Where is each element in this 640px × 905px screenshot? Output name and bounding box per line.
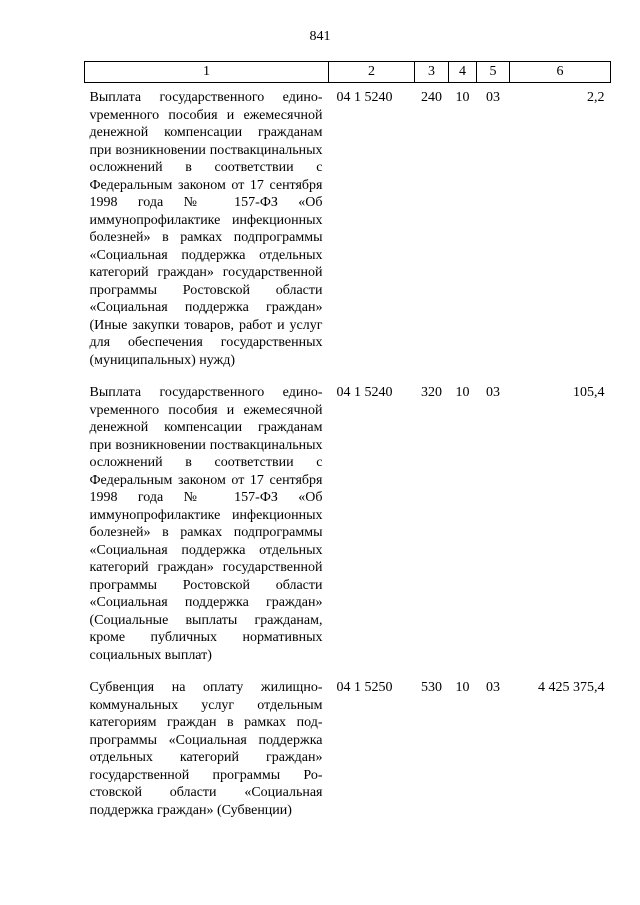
column-header-2: 2 — [329, 62, 415, 83]
table-row — [85, 378, 611, 673]
row-subsection: 03 — [486, 680, 500, 695]
row-subsection: 03 — [486, 90, 500, 105]
row-amount: 105,4 — [573, 385, 605, 400]
column-header-3: 3 — [415, 62, 449, 83]
row-amount: 4 425 375,4 — [538, 680, 605, 695]
row-expense-type: 530 — [421, 680, 442, 695]
row-expense-type: 240 — [421, 90, 442, 105]
row-target-code: 04 1 5240 — [336, 385, 393, 400]
row-section: 10 — [455, 680, 470, 695]
row-section: 10 — [455, 385, 470, 400]
row-section: 10 — [455, 90, 470, 105]
row-description: Выплата государственного единоvременного пособия и ежемесячной денежной компенсации гражданам при возникновении поствакцинальных осложнений в соответствии с Федеральным законом от 17 сентября 1998 года № 157-ФЗ «Об иммунопрофилактике инфекционных болезней» в рамках подпрограммы «Социальная поддержка отдельных категорий граждан» государственной программы Ростовской области «Социальная поддержка граждан» (Социальные выплаты гражданам, кроме публичных нормативных социальных выплат) — [89, 385, 323, 663]
budget-table — [84, 61, 611, 828]
page-number: 841 — [309, 29, 331, 44]
row-description: Субвенция на оплату жилищно-коммунальных услуг отдельным категориям граждан в рамках подпрограммы «Социальная поддержка отдельных категорий граждан» государственной программы Ростовской области «Социальная поддержка граждан» (Субвенции) — [89, 680, 323, 818]
column-header-5: 5 — [477, 62, 510, 83]
row-target-code: 04 1 5250 — [336, 680, 393, 695]
column-header-4: 4 — [449, 62, 477, 83]
row-amount: 2,2 — [587, 90, 605, 105]
table-row — [85, 83, 611, 379]
row-description: Выплата государственного единоvременного пособия и ежемесячной денежной компенсации гражданам при возникновении поствакцинальных осложнений в соответствии с Федеральным законом от 17 сентября 1998 года № 157-ФЗ «Об иммунопрофилактике инфекционных болезней» в рамках подпрограммы «Социальная поддержка отдельных категорий граждан» государственной программы Ростовской области «Социальная поддержка граждан» (Иные закупки товаров, работ и услуг для обеспечения государственных (муниципальных) нужд) — [89, 90, 323, 368]
column-header-1: 1 — [85, 62, 329, 83]
table-row — [85, 673, 611, 828]
row-expense-type: 320 — [421, 385, 442, 400]
row-subsection: 03 — [486, 385, 500, 400]
table-header-row — [85, 62, 611, 83]
column-header-6: 6 — [510, 62, 611, 83]
row-target-code: 04 1 5240 — [336, 90, 393, 105]
